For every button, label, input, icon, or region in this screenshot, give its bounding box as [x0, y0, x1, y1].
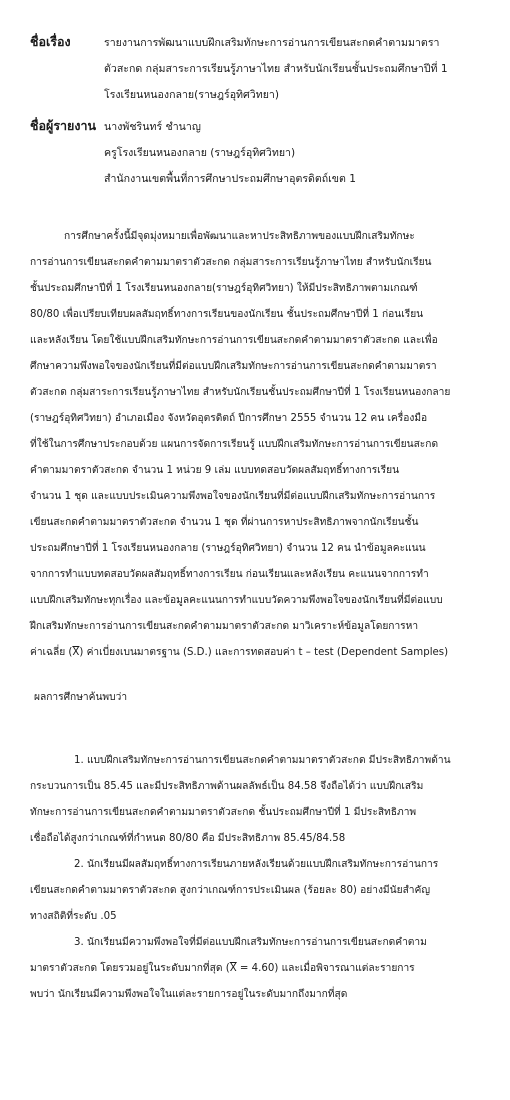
title-line: โรงเรียนหนองกลาย(ราษฎร์อุทิศวิทยา) [104, 89, 279, 101]
abstract-line: ตัวสะกด กลุ่มสาระการเรียนรู้ภาษาไทย สำหรับนักเรียนชั้นประถมศึกษาปีที่ 1 โรงเรียนหนองกลาย [30, 387, 451, 398]
mean-symbol: $\overline{X}$ [229, 963, 237, 974]
abstract-line: (ราษฎร์อุทิศวิทยา) อำเภอเมือง จังหวัดอุตรดิตถ์ ปีการศึกษา 2555 จำนวน 12 คน เครื่องมือ [30, 413, 428, 424]
abstract-line: ประถมศึกษาปีที่ 1 โรงเรียนหนองกลาย (ราษฎร์อุทิศวิทยา) จำนวน 12 คน นำข้อมูลคะแนน [30, 543, 426, 554]
result-line: 3. นักเรียนมีความพึงพอใจที่มีต่อแบบฝึกเสริมทักษะการอ่านการเขียนสะกดคำตาม [74, 937, 427, 948]
abstract-line: ที่ใช้ในการศึกษาประกอบด้วย แผนการจัดการเรียนรู้ แบบฝึกเสริมทักษะการอ่านการเขียนสะกด [30, 439, 439, 450]
title-label: ชื่อเรื่อง [30, 34, 71, 49]
title-line: ตัวสะกด กลุ่มสาระการเรียนรู้ภาษาไทย สำหรับนักเรียนชั้นประถมศึกษาปีที่ 1 [104, 63, 448, 75]
abstract-line: ชั้นประถมศึกษาปีที่ 1 โรงเรียนหนองกลาย(ราษฎร์อุทิศวิทยา) ให้มีประสิทธิภาพตามเกณฑ์ [30, 283, 418, 294]
abstract-line: เขียนสะกดคำตามมาตราตัวสะกด จำนวน 1 ชุด ที่ผ่านการหาประสิทธิภาพจากนักเรียนชั้น [30, 517, 419, 528]
result-line: ทางสถิติที่ระดับ .05 [30, 911, 117, 922]
author-position: ครูโรงเรียนหนองกลาย (ราษฎร์อุทิศวิทยา) [104, 147, 296, 159]
results-heading: ผลการศึกษาค้นพบว่า [34, 692, 128, 703]
abstract-line: จำนวน 1 ชุด และแบบประเมินความพึงพอใจของนักเรียนที่มีต่อแบบฝึกเสริมทักษะการอ่านการ [30, 491, 436, 502]
result-line: เขียนสะกดคำตามมาตราตัวสะกด สูงกว่าเกณฑ์การประเมินผล (ร้อยละ 80) อย่างมีนัยสำคัญ [30, 885, 431, 896]
author-label: ชื่อผู้รายงาน [30, 118, 97, 133]
result-line: 1. แบบฝึกเสริมทักษะการอ่านการเขียนสะกดคำตามมาตราตัวสะกด มีประสิทธิภาพด้าน [74, 755, 451, 766]
abstract-line: จากการทำแบบทดสอบวัดผลสัมฤทธิ์ทางการเรียน ก่อนเรียนและหลังเรียน คะแนนจากการทำ [30, 569, 429, 580]
result-line: เชื่อถือได้สูงกว่าเกณฑ์ที่กำหนด 80/80 คือ มีประสิทธิภาพ 85.45/84.58 [30, 833, 346, 844]
author-office: สำนักงานเขตพื้นที่การศึกษาประถมศึกษาอุตรดิตถ์เขต 1 [104, 173, 357, 185]
mean-symbol: $\overline{X}$ [72, 647, 80, 658]
abstract-line: แบบฝึกเสริมทักษะทุกเรื่อง และข้อมูลคะแนนการทำแบบวัดความพึงพอใจของนักเรียนที่มีต่อแบบ [30, 595, 443, 606]
abstract-line: และหลังเรียน โดยใช้แบบฝึกเสริมทักษะการอ่านการเขียนสะกดคำตามมาตราตัวสะกด และเพื่อ [30, 335, 438, 346]
result-line: 2. นักเรียนมีผลสัมฤทธิ์ทางการเรียนภายหลังเรียนด้วยแบบฝึกเสริมทักษะการอ่านการ [74, 859, 439, 870]
result-line: ทักษะการอ่านการเขียนสะกดคำตามมาตราตัวสะกด ชั้นประถมศึกษาปีที่ 1 มีประสิทธิภาพ [30, 807, 417, 818]
result-line: พบว่า นักเรียนมีความพึงพอใจในแต่ละรายการอยู่ในระดับมากถึงมากที่สุด [30, 989, 348, 1000]
abstract-line: การศึกษาครั้งนี้มีจุดมุ่งหมายเพื่อพัฒนาและหาประสิทธิภาพของแบบฝึกเสริมทักษะ [64, 231, 415, 242]
abstract-line: การอ่านการเขียนสะกดคำตามมาตราตัวสะกด กลุ่มสาระการเรียนรู้ภาษาไทย สำหรับนักเรียน [30, 257, 432, 268]
abstract-line: ศึกษาความพึงพอใจของนักเรียนที่มีต่อแบบฝึกเสริมทักษะการอ่านการเขียนสะกดคำตามมาตรา [30, 361, 437, 372]
abstract-line: ฝึกเสริมทักษะการอ่านการเขียนสะกดคำตามมาตราตัวสะกด มาวิเคราะห์ข้อมูลโดยการหา [30, 621, 419, 632]
abstract-line: 80/80 เพื่อเปรียบเทียบผลสัมฤทธิ์ทางการเรียนของนักเรียน ชั้นประถมศึกษาปีที่ 1 ก่อนเรียน [30, 309, 424, 320]
result-line: มาตราตัวสะกด โดยรวมอยู่ในระดับมากที่สุด $(\overline{X} = 4.60)$ และเมื่อพิจารณาแต่ละรายการ [30, 963, 415, 974]
abstract-line: คำตามมาตราตัวสะกด จำนวน 1 หน่วย 9 เล่ม แบบทดสอบวัดผลสัมฤทธิ์ทางการเรียน [30, 465, 400, 476]
title-line: รายงานการพัฒนาแบบฝึกเสริมทักษะการอ่านการเขียนสะกดคำตามมาตรา [104, 37, 440, 49]
result-line: กระบวนการเป็น 85.45 และมีประสิทธิภาพด้านผลลัพธ์เป็น 84.58 จึงถือได้ว่า แบบฝึกเสริม [30, 781, 424, 792]
author-name: นางพัชรินทร์ ชำนาญ [104, 121, 201, 133]
abstract-last-line: ค่าเฉลี่ย $(\overline{X})$ ค่าเบี่ยงเบนมาตรฐาน (S.D.) และการทดสอบค่า t – test (Dependent Samples) [30, 647, 449, 658]
